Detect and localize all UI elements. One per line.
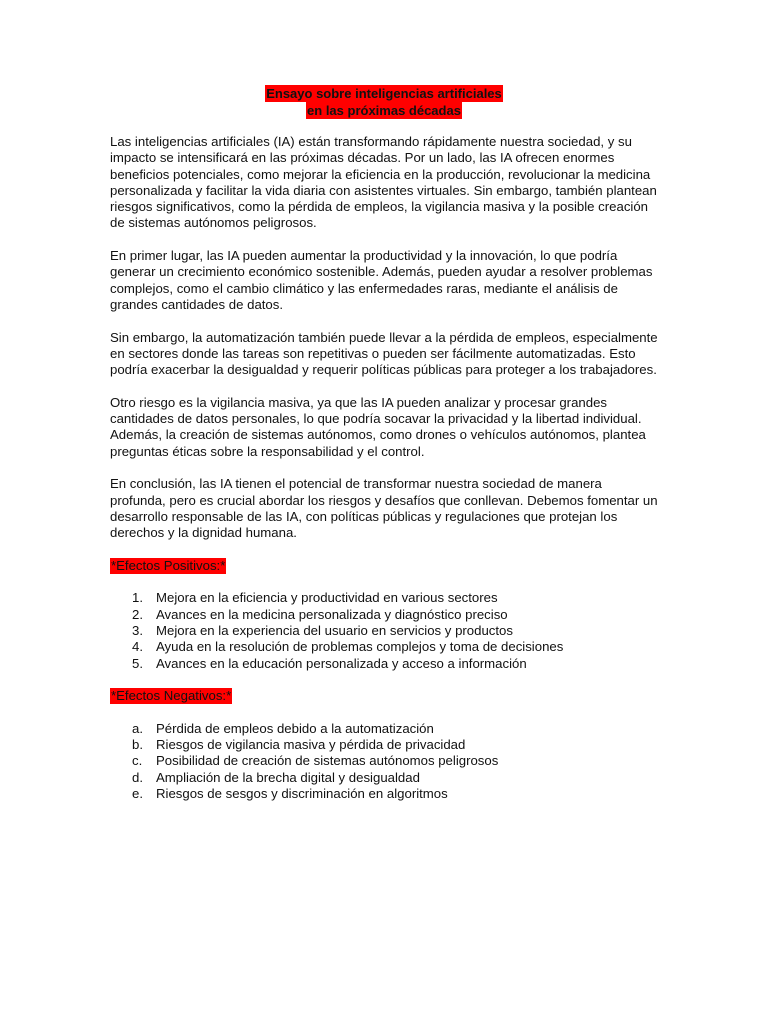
list-marker: e.: [132, 785, 143, 801]
list-item-text: Mejora en la experiencia del usuario en servicios y productos: [156, 622, 513, 638]
list-item: [110, 753, 660, 769]
list-marker: b.: [132, 736, 143, 752]
positive-effects-heading: *Efectos Positivos:*: [111, 557, 226, 573]
list-item-text: Avances en la medicina personalizada y diagnóstico preciso: [156, 606, 508, 622]
list-marker: 4.: [132, 639, 143, 655]
list-item: [110, 590, 660, 606]
positive-effects-heading-wrap: [110, 558, 660, 574]
list-marker: 2.: [132, 606, 143, 622]
list-item-text: Mejora en la eficiencia y productividad en various sectores: [156, 590, 498, 606]
list-marker: a.: [132, 720, 143, 736]
list-item-text: Riesgos de vigilancia masiva y pérdida de privacidad: [156, 736, 466, 752]
list-marker: 3.: [132, 622, 143, 638]
positive-effects-list: [110, 590, 660, 671]
list-item: [110, 721, 660, 737]
list-marker: 5.: [132, 655, 143, 671]
essay-body: [110, 134, 660, 818]
list-item: [110, 639, 660, 655]
list-item-text: Pérdida de empleos debido a la automatización: [156, 720, 434, 736]
list-item: [110, 737, 660, 753]
paragraph-productivity: En primer lugar, las IA pueden aumentar la productividad y la innovación, lo que podría generar un crecimiento económico sostenible. Además, pueden ayudar a resolver problemas complejos, como el cambio climático y las enfermedades raras, mediante el análisis de grandes cantidades de datos.: [110, 248, 653, 312]
list-item-text: Ampliación de la brecha digital y desigualdad: [156, 769, 420, 785]
list-item: [110, 786, 660, 802]
paragraph-employment: Sin embargo, la automatización también puede llevar a la pérdida de empleos, especialmente en sectores donde las tareas son repetitivas o pueden ser fácilmente automatizadas. Esto podría exacerbar la desigualdad y requerir políticas públicas para proteger a los trabajadores.: [110, 329, 658, 378]
negative-effects-list: [110, 721, 660, 802]
essay-title: [0, 85, 768, 119]
negative-effects-heading-wrap: [110, 688, 660, 704]
list-item: [110, 623, 660, 639]
list-item: [110, 770, 660, 786]
list-item: [110, 607, 660, 623]
paragraph-conclusion: En conclusión, las IA tienen el potencial de transformar nuestra sociedad de manera profunda, pero es crucial abordar los riesgos y desafíos que conllevan. Debemos fomentar un desarrollo responsable de las IA, con políticas públicas y regulaciones que protejan los derechos y la dignidad humana.: [110, 476, 658, 541]
title-line-1: Ensayo sobre inteligencias artificiales: [266, 86, 502, 101]
list-marker: d.: [132, 769, 143, 785]
title-line-2: en las próximas décadas: [307, 103, 461, 118]
list-item-text: Posibilidad de creación de sistemas autónomos peligrosos: [156, 753, 499, 769]
list-marker: 1.: [132, 590, 143, 606]
list-marker: c.: [132, 753, 143, 769]
negative-effects-heading: *Efectos Negativos:*: [111, 688, 232, 704]
paragraph-surveillance: Otro riesgo es la vigilancia masiva, ya que las IA pueden analizar y procesar grandes cantidades de datos personales, lo que podría socavar la privacidad y la libertad individual. Además, la creación de sistemas autónomos, como drones o vehículos autónomos, plantea preguntas éticas sobre la responsabilidad y el control.: [110, 394, 646, 459]
list-item-text: Avances en la educación personalizada y acceso a información: [156, 655, 527, 671]
list-item-text: Ayuda en la resolución de problemas complejos y toma de decisiones: [156, 639, 564, 655]
list-item: [110, 656, 660, 672]
paragraph-intro: Las inteligencias artificiales (IA) están transformando rápidamente nuestra sociedad, y su impacto se intensificará en las próximas décadas. Por un lado, las IA ofrecen enormes beneficios potenciales, como mejorar la eficiencia en la producción, revolucionar la medicina personalizada y facilitar la vida diaria con asistentes virtuales. Sin embargo, también plantean riesgos significativos, como la pérdida de empleos, la vigilancia masiva y la posible creación de sistemas autónomos peligrosos.: [110, 134, 657, 231]
list-item-text: Riesgos de sesgos y discriminación en algoritmos: [156, 785, 448, 801]
